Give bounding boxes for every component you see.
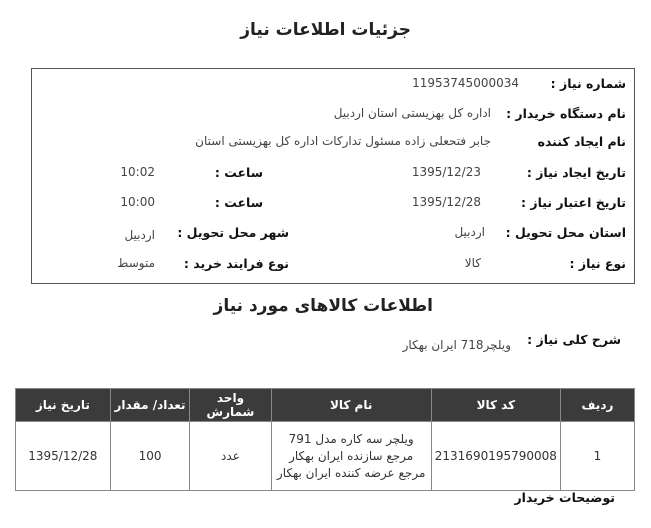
need-number-label: شماره نیاز :: [550, 76, 626, 91]
delivery-city-value: اردبیل: [124, 228, 155, 242]
cell-row-number: 1: [560, 422, 634, 491]
col-header-quantity: تعداد/ مقدار: [110, 389, 190, 422]
creator-value: جابر فتحعلی زاده مسئول تدارکات اداره کل بهزیستی استان: [195, 134, 491, 148]
cell-unit: عدد: [190, 422, 271, 491]
table-header-row: [16, 389, 635, 422]
col-header-item-code: کد کالا: [431, 389, 560, 422]
need-type-value: کالا: [464, 256, 481, 270]
created-time-label: ساعت :: [214, 165, 263, 180]
cell-need-date: 1395/12/28: [16, 422, 111, 491]
page-title: جزئیات اطلاعات نیاز: [240, 20, 411, 40]
col-header-item-name: نام کالا: [271, 389, 431, 422]
goods-table: [15, 388, 635, 491]
validity-time-value: 10:00: [120, 195, 155, 209]
table-row: [16, 422, 635, 491]
cell-item-name: ویلچر سه کاره مدل 791 مرجع سازنده ایران بهکار مرجع عرضه کننده ایران بهکار: [271, 422, 431, 491]
buyer-notes-label: توضیحات خریدار: [514, 490, 615, 505]
validity-date-value: 1395/12/28: [411, 195, 481, 209]
col-header-need-date: تاریخ نیاز: [16, 389, 111, 422]
created-date-value: 1395/12/23: [411, 165, 481, 179]
buyer-value: اداره کل بهزیستی استان اردبیل: [333, 106, 491, 120]
cell-quantity: 100: [110, 422, 190, 491]
delivery-province-label: استان محل تحویل :: [505, 225, 626, 240]
general-description-value: ویلچر718 ایران بهکار: [402, 338, 511, 352]
buyer-label: نام دستگاه خریدار :: [506, 106, 626, 121]
purchase-process-label: نوع فرایند خرید :: [183, 256, 289, 271]
validity-time-label: ساعت :: [214, 195, 263, 210]
purchase-process-value: متوسط: [117, 256, 155, 270]
validity-date-label: تاریخ اعتبار نیاز :: [521, 195, 626, 210]
need-number-value: 1195374500003‌4: [412, 76, 519, 90]
col-header-row-number: ردیف: [560, 389, 634, 422]
need-type-label: نوع نیاز :: [569, 256, 626, 271]
general-description-label: شرح کلی نیاز :: [527, 332, 621, 347]
cell-item-code: 2131690195790008: [431, 422, 560, 491]
delivery-province-value: اردبیل: [454, 225, 485, 239]
created-date-label: تاریخ ایجاد نیاز :: [526, 165, 626, 180]
delivery-city-label: شهر محل تحویل :: [177, 225, 289, 240]
created-time-value: 10:02: [120, 165, 155, 179]
col-header-unit: واحد شمارش: [190, 389, 271, 422]
goods-section-title: اطلاعات کالاهای مورد نیاز: [213, 296, 433, 316]
creator-label: نام ایجاد کننده: [537, 134, 626, 149]
